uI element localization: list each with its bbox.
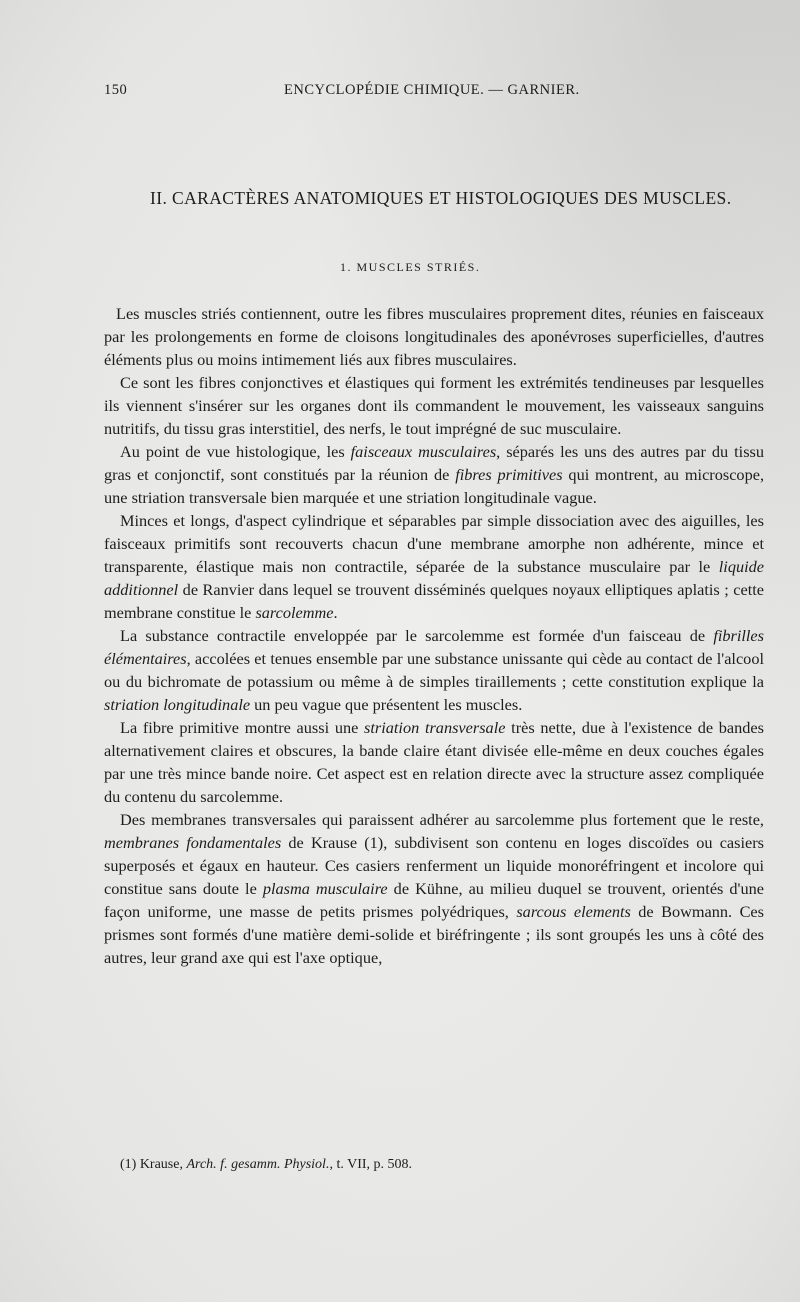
page-number: 150 [104, 82, 128, 98]
paragraph: Des membranes transversales qui paraissent adhérer au sarcolemme plus fortement que le reste, membranes fondamentales de Krause (1), subdivisent son contenu en loges discoïdes ou casiers superposés et égaux en hauteur. Ces casiers renferment un liquide monoréfringent et incolore qui constitue sans doute le plasma musculaire de Kühne, au milieu duquel se trouvent, orientés d'une façon uniforme, une masse de petits prismes polyédriques, sarcous elements de Bowmann. Ces prismes sont formés d'une matière demi-solide et biréfringente ; ils sont groupés les uns à côté des autres, leur grand axe qui est l'axe optique, [104, 810, 765, 967]
italic-term: fibres primitives [455, 465, 563, 484]
italic-term: striation transversale [364, 718, 506, 737]
paragraph: Minces et longs, d'aspect cylindrique et séparables par simple dissociation avec des aiguilles, les faisceaux primitifs sont recouverts chacun d'une membrane amorphe non adhérente, mince et transparente, élastique mais non contractile, séparée de la substance musculaire par le liquide additionnel de Ranvier dans lequel se trouvent disséminés quelques noyaux elliptiques aplatis ; cette membrane constitue le sarcolemme. [104, 511, 764, 622]
footnote: (1) Krause, Arch. f. gesamm. Physiol., t. VII, p. 508. [120, 1157, 413, 1172]
italic-term: striation longitudinale [104, 695, 251, 714]
italic-term: sarcous elements [516, 902, 631, 921]
italic-term: faisceaux musculaires [350, 442, 497, 461]
italic-term: liquide additionnel [104, 557, 764, 599]
section-title: 1. MUSCLES STRIÉS. [340, 260, 481, 274]
italic-term: fibrilles élémentaires [104, 626, 764, 668]
page-header [104, 82, 764, 106]
paragraph: La fibre primitive montre aussi une striation transversale très nette, due à l'existence de bandes alternativement claires et obscures, la bande claire étant divisée elle-même en deux couches égales par une très mince bande noire. Cet aspect est en relation directe avec la structure assez compliquée du contenu du sarcolemme. [104, 718, 764, 806]
paragraph: La substance contractile enveloppée par le sarcolemme est formée d'un faisceau de fibrilles élémentaires, accolées et tenues ensemble par une substance unissante qui cède au contact de l'alcool ou du bichromate de potassium ou même à de simples tiraillements ; cette constitution explique la striation longitudinale un peu vague que présentent les muscles. [104, 626, 764, 714]
italic-term: plasma musculaire [262, 879, 388, 898]
body-text [104, 302, 764, 969]
italic-term: sarcolemme [255, 603, 334, 622]
paragraph: Au point de vue histologique, les faisceaux musculaires, séparés les uns des autres par du tissu gras et conjonctif, sont constitués par la réunion de fibres primitives qui montrent, au microscope, une striation transversale bien marquée et une striation longitudinale vague. [104, 442, 765, 507]
paragraph: Ce sont les fibres conjonctives et élastiques qui forment les extrémités tendineuses par lesquelles ils viennent s'insérer sur les organes dont ils commandent le mouvement, les vaisseaux sanguins nutritifs, du tissu gras interstitiel, des nerfs, le tout imprégné de suc musculaire. [104, 373, 764, 438]
citation-title: Arch. f. gesamm. Physiol. [186, 1157, 330, 1172]
chapter-title: II. CARACTÈRES ANATOMIQUES ET HISTOLOGIQUES DES MUSCLES. [150, 188, 732, 208]
paragraph: Les muscles striés contiennent, outre les fibres musculaires proprement dites, réunies en faisceaux par les prolongements en forme de cloisons longitudinales des aponévroses superficielles, d'autres éléments plus ou moins intimement liés aux fibres musculaires. [104, 304, 764, 369]
running-head: ENCYCLOPÉDIE CHIMIQUE. — GARNIER. [284, 82, 580, 98]
italic-term: membranes fondamentales [104, 833, 282, 852]
